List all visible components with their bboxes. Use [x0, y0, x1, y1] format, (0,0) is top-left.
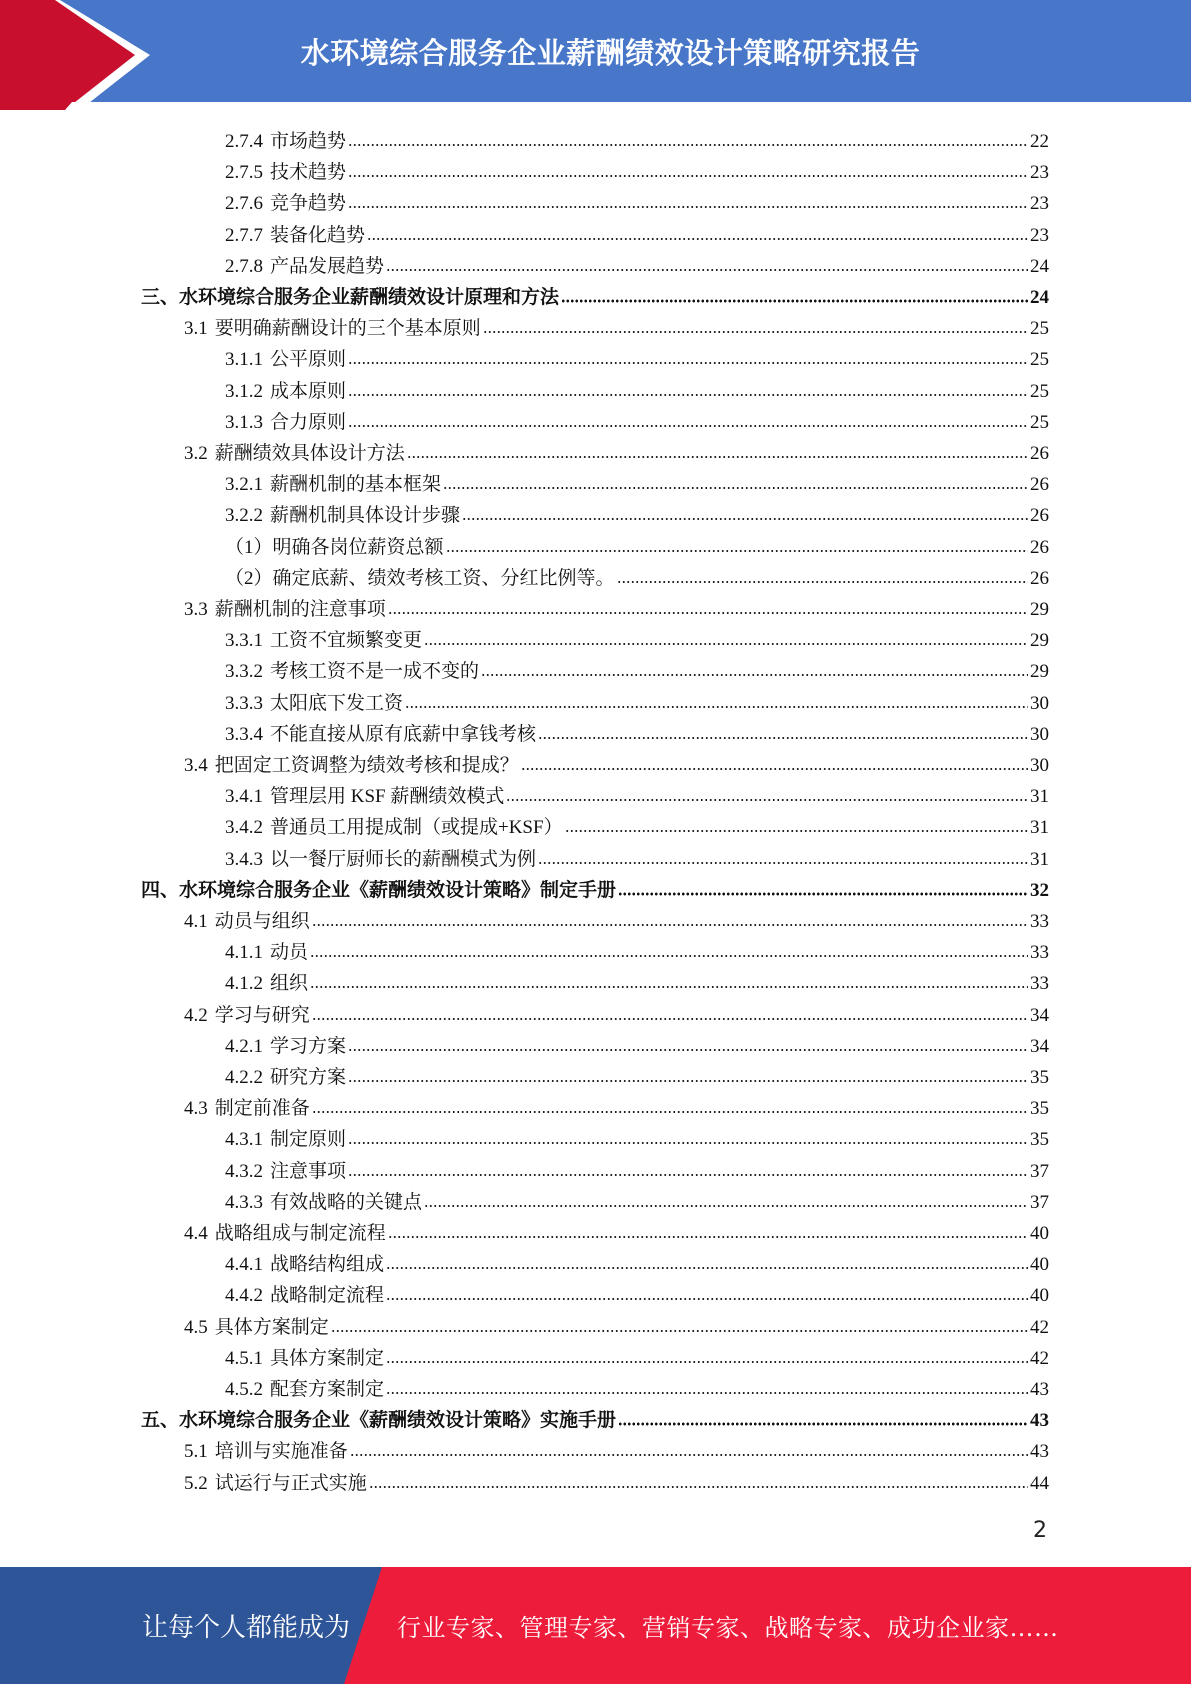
toc-entry-title: [225, 408, 346, 438]
toc-entry-label: 装备化趋势: [270, 224, 366, 246]
toc-entry[interactable]: [225, 1344, 1049, 1374]
toc-dot-leader: [386, 1390, 1028, 1396]
toc-entry-title: [225, 345, 346, 375]
toc-entry-label: 制定前准备: [214, 1098, 310, 1120]
toc-entry-number: 3.1.2: [225, 380, 263, 402]
toc-dot-leader: [462, 516, 1028, 522]
toc-entry-page: 26: [1030, 567, 1049, 589]
toc-dot-leader: [348, 173, 1028, 179]
toc-entry-page: 24: [1030, 255, 1049, 277]
toc-entry-number: 4.5.2: [225, 1379, 263, 1400]
toc-entry-number: 4.2: [184, 1004, 208, 1026]
toc-entry-label: 成本原则: [270, 380, 347, 402]
toc-entry-title: [225, 1157, 346, 1187]
toc-entry-page: 43: [1030, 1379, 1049, 1400]
toc-entry-label: 培训与实施准备: [214, 1441, 348, 1463]
toc-entry[interactable]: [225, 1188, 1049, 1218]
page-footer: [0, 1567, 1191, 1684]
toc-entry-number: 3.1: [184, 318, 208, 340]
toc-entry[interactable]: [184, 1313, 1049, 1343]
toc-dot-leader: [386, 267, 1028, 273]
toc-dot-leader: [386, 1359, 1028, 1365]
toc-entry-title: [184, 314, 481, 344]
toc-entry[interactable]: [225, 845, 1049, 875]
toc-entry[interactable]: [225, 657, 1049, 687]
toc-entry[interactable]: [184, 1437, 1049, 1467]
toc-dot-leader: [312, 1016, 1028, 1022]
toc-dot-leader: [348, 392, 1028, 398]
toc-entry-page: 29: [1030, 661, 1049, 683]
toc-entry-number: 4.3: [184, 1098, 208, 1120]
toc-dot-leader: [618, 1421, 1028, 1427]
toc-dot-leader: [348, 142, 1028, 148]
toc-dot-leader: [424, 1203, 1028, 1209]
toc-entry[interactable]: [225, 408, 1049, 438]
toc-dot-leader: [348, 1140, 1028, 1146]
toc-dot-leader: [617, 579, 1028, 585]
toc-entry-number: 3.2.2: [225, 505, 263, 527]
toc-entry-number: 5.1: [184, 1441, 208, 1463]
toc-entry-label: 普通员工用提成制（或提成+KSF）: [270, 817, 563, 839]
toc-entry-label: 注意事项: [270, 1160, 347, 1182]
toc-entry-label: 试运行与正式实施: [214, 1472, 367, 1494]
toc-entry-number: 2.7.7: [225, 224, 263, 246]
toc-entry-page: 33: [1030, 942, 1049, 964]
toc-entry[interactable]: [225, 689, 1049, 719]
toc-entry-number: 2.7.4: [225, 131, 263, 152]
toc-entry-page: 40: [1030, 1254, 1049, 1276]
toc-entry[interactable]: [184, 314, 1049, 344]
toc-dot-leader: [331, 1328, 1028, 1334]
toc-dot-leader: [565, 828, 1028, 834]
toc-entry-label: 学习方案: [270, 1035, 347, 1057]
toc-entry-title: [225, 938, 308, 968]
toc-dot-leader: [538, 735, 1028, 741]
toc-entry-title: [184, 1313, 329, 1343]
toc-entry-label: 不能直接从原有底薪中拿钱考核: [270, 723, 537, 745]
toc-entry-label: 薪酬机制的注意事项: [214, 599, 386, 620]
toc-entry-title: [184, 751, 519, 781]
toc-entry[interactable]: [225, 345, 1049, 375]
toc-entry-label: 学习与研究: [214, 1004, 310, 1026]
toc-entry-page: 29: [1030, 630, 1049, 652]
toc-dot-leader: [506, 797, 1028, 803]
toc-entry-label: 具体方案制定: [270, 1347, 385, 1369]
toc-entry-title: [141, 1406, 616, 1436]
toc-entry-page: 24: [1030, 287, 1049, 308]
toc-entry[interactable]: [225, 720, 1049, 750]
toc-entry-number: 4.5: [184, 1316, 208, 1338]
toc-entry-label: 制定原则: [270, 1129, 347, 1151]
toc-entry-page: 26: [1030, 474, 1049, 496]
toc-entry-number: 3.4.1: [225, 786, 263, 808]
toc-entry[interactable]: [225, 782, 1049, 812]
toc-entry-title: [184, 1437, 348, 1467]
toc-dot-leader: [521, 766, 1028, 772]
toc-entry-number: 5.2: [184, 1472, 208, 1494]
toc-entry-label: （1）明确各岗位薪资总额: [225, 536, 444, 558]
toc-entry-title: [184, 1094, 310, 1124]
toc-entry-label: 薪酬机制具体设计步骤: [270, 505, 461, 527]
toc-entry-number: 3.2: [184, 443, 208, 464]
toc-entry-title: [184, 907, 310, 937]
toc-entry[interactable]: [225, 938, 1049, 968]
toc-entry-label: 研究方案: [270, 1067, 347, 1088]
toc-entry-title: [225, 813, 563, 843]
toc-entry-title: [225, 1188, 422, 1218]
toc-entry-label: 薪酬绩效具体设计方法: [214, 443, 405, 464]
toc-entry[interactable]: [225, 813, 1049, 843]
toc-entry-label: 四、水环境综合服务企业《薪酬绩效设计策略》制定手册: [141, 879, 617, 901]
toc-entry[interactable]: [225, 1032, 1049, 1062]
toc-entry[interactable]: [225, 1157, 1049, 1187]
toc-entry-page: 37: [1030, 1191, 1049, 1213]
toc-entry-page: 31: [1030, 786, 1049, 808]
toc-entry-label: （2）确定底薪、绩效考核工资、分红比例等。: [225, 567, 615, 589]
toc-entry[interactable]: [184, 1094, 1049, 1124]
toc-entry-title: [225, 689, 403, 719]
toc-entry-page: 33: [1030, 973, 1049, 995]
toc-entry-page: 26: [1030, 443, 1049, 464]
toc-entry[interactable]: [184, 439, 1049, 469]
toc-entry-number: 4.3.2: [225, 1160, 263, 1182]
toc-entry[interactable]: [184, 907, 1049, 937]
toc-entry-number: 3.3.4: [225, 723, 263, 745]
toc-entry-label: 战略组成与制定流程: [214, 1223, 386, 1244]
toc-entry-page: 34: [1030, 1004, 1049, 1026]
toc-entry[interactable]: [225, 158, 1049, 188]
toc-entry[interactable]: [141, 283, 1049, 313]
toc-entry-label: 把固定工资调整为绩效考核和提成？: [214, 755, 519, 776]
toc-entry-page: 25: [1030, 349, 1049, 371]
toc-entry[interactable]: [184, 751, 1049, 781]
toc-entry-label: 战略制定流程: [270, 1285, 385, 1307]
toc-entry[interactable]: [225, 501, 1049, 531]
toc-entry-number: 4.2.1: [225, 1035, 263, 1057]
toc-dot-leader: [310, 953, 1028, 959]
toc-entry-label: 产品发展趋势: [270, 255, 385, 277]
toc-entry-page: 23: [1030, 193, 1049, 215]
toc-dot-leader: [367, 236, 1028, 242]
toc-entry[interactable]: [225, 470, 1049, 500]
toc-dot-leader: [350, 1452, 1028, 1458]
toc-entry-label: 合力原则: [270, 411, 347, 433]
toc-entry[interactable]: [141, 876, 1049, 906]
toc-entry-title: [225, 1063, 346, 1093]
toc-entry-number: 4.5.1: [225, 1347, 263, 1369]
toc-entry-title: [225, 720, 536, 750]
toc-dot-leader: [312, 922, 1028, 928]
toc-entry-title: [225, 533, 444, 563]
toc-entry-number: 4.4.2: [225, 1285, 263, 1307]
toc-dot-leader: [483, 329, 1028, 335]
toc-entry-number: 2.7.8: [225, 255, 263, 277]
toc-entry-page: 25: [1030, 380, 1049, 402]
toc-entry-page: 26: [1030, 536, 1049, 558]
toc-entry-label: 薪酬机制的基本框架: [270, 474, 442, 496]
toc-entry-label: 市场趋势: [270, 131, 347, 152]
toc-dot-leader: [424, 641, 1028, 647]
toc-entry-number: 3.3.3: [225, 692, 263, 714]
toc-entry-number: 4.1.1: [225, 942, 263, 964]
toc-entry[interactable]: [225, 533, 1049, 563]
toc-entry-label: 组织: [270, 973, 309, 995]
toc-entry-number: 2.7.5: [225, 162, 263, 184]
toc-entry-label: 管理层用 KSF 薪酬绩效模式: [270, 786, 505, 808]
toc-entry-title: [225, 845, 536, 875]
toc-entry-title: [225, 564, 615, 594]
toc-dot-leader: [443, 485, 1028, 491]
toc-entry-page: 35: [1030, 1129, 1049, 1151]
toc-entry-page: 37: [1030, 1160, 1049, 1182]
toc-entry-page: 23: [1030, 162, 1049, 184]
toc-entry[interactable]: [225, 1250, 1049, 1280]
toc-entry-number: 3.3.1: [225, 630, 263, 652]
toc-entry[interactable]: [225, 127, 1049, 157]
toc-dot-leader: [538, 860, 1028, 866]
toc-entry-title: [225, 782, 504, 812]
toc-entry-page: 25: [1030, 318, 1049, 340]
toc-dot-leader: [618, 891, 1028, 897]
toc-dot-leader: [312, 1109, 1028, 1115]
toc-entry-title: [184, 1219, 386, 1249]
toc-entry[interactable]: [184, 1469, 1049, 1499]
toc-entry-label: 技术趋势: [270, 162, 347, 184]
toc-entry-label: 公平原则: [270, 349, 347, 371]
toc-entry-title: [225, 1281, 384, 1311]
toc-entry[interactable]: [225, 564, 1049, 594]
toc-entry-page: 34: [1030, 1035, 1049, 1057]
toc-entry-page: 43: [1030, 1410, 1049, 1432]
toc-entry[interactable]: [225, 189, 1049, 219]
toc-dot-leader: [481, 672, 1028, 678]
toc-entry-title: [225, 657, 479, 687]
toc-entry-page: 35: [1030, 1098, 1049, 1120]
toc-entry[interactable]: [225, 1125, 1049, 1155]
toc-entry[interactable]: [225, 252, 1049, 282]
toc-entry-page: 25: [1030, 411, 1049, 433]
toc-entry-page: 30: [1030, 723, 1049, 745]
toc-entry-page: 44: [1030, 1472, 1049, 1494]
toc-entry-label: 考核工资不是一成不变的: [270, 661, 480, 683]
toc-entry-title: [184, 1469, 367, 1499]
toc-entry-title: [225, 127, 346, 157]
toc-entry-page: 30: [1030, 692, 1049, 714]
toc-entry-label: 竞争趋势: [270, 193, 347, 215]
toc-entry-title: [141, 283, 559, 313]
toc-dot-leader: [446, 548, 1028, 554]
toc-entry-page: 31: [1030, 848, 1049, 870]
toc-entry-number: 3.2.1: [225, 474, 263, 496]
toc-entry-page: 26: [1030, 505, 1049, 527]
toc-entry[interactable]: [225, 1281, 1049, 1311]
toc-entry-number: 3.1.3: [225, 411, 263, 433]
toc-entry-number: 4.1: [184, 911, 208, 932]
toc-dot-leader: [348, 1047, 1028, 1053]
toc-entry-label: 三、水环境综合服务企业薪酬绩效设计原理和方法: [141, 287, 560, 308]
toc-entry-title: [225, 252, 384, 282]
toc-entry-page: 32: [1030, 879, 1049, 901]
toc-entry-page: 35: [1030, 1067, 1049, 1088]
toc-dot-leader: [388, 1234, 1028, 1240]
toc-dot-leader: [561, 298, 1028, 304]
toc-entry-number: 3.1.1: [225, 349, 263, 371]
toc-entry-page: 42: [1030, 1347, 1049, 1369]
toc-entry[interactable]: [184, 595, 1049, 625]
toc-entry-label: 具体方案制定: [214, 1316, 329, 1338]
toc-entry-page: 42: [1030, 1316, 1049, 1338]
toc-entry-title: [225, 501, 460, 531]
toc-entry-number: 3.4: [184, 755, 208, 776]
toc-entry-label: 有效战略的关键点: [270, 1191, 423, 1213]
toc-entry-number: 4.1.2: [225, 973, 263, 995]
toc-entry-number: 3.3.2: [225, 661, 263, 683]
toc-dot-leader: [348, 360, 1028, 366]
toc-dot-leader: [348, 1078, 1028, 1084]
toc-entry-title: [184, 1001, 310, 1031]
toc-entry[interactable]: [225, 221, 1049, 251]
toc-entry-number: 4.4.1: [225, 1254, 263, 1276]
toc-dot-leader: [348, 423, 1028, 429]
toc-entry-page: 33: [1030, 911, 1049, 932]
toc-entry[interactable]: [184, 1219, 1049, 1249]
toc-dot-leader: [310, 984, 1028, 990]
toc-entry-title: [184, 595, 386, 625]
toc-entry[interactable]: [225, 377, 1049, 407]
toc-entry-title: [225, 1375, 384, 1405]
toc-entry-title: [225, 1250, 384, 1280]
toc-entry-page: 22: [1030, 131, 1049, 152]
footer-slogan-left: 让每个人都能成为: [142, 1613, 351, 1643]
toc-entry-title: [225, 470, 441, 500]
toc-entry-page: 40: [1030, 1223, 1049, 1244]
page-number: 2: [1033, 1518, 1047, 1543]
toc-entry-number: 2.7.6: [225, 193, 263, 215]
toc-entry-title: [225, 969, 308, 999]
toc-entry[interactable]: [225, 969, 1049, 999]
toc-entry-label: 以一餐厅厨师长的薪酬模式为例: [270, 848, 537, 870]
toc-entry-label: 战略结构组成: [270, 1254, 385, 1276]
toc-dot-leader: [407, 454, 1028, 460]
toc-entry-title: [184, 439, 405, 469]
toc-dot-leader: [386, 1265, 1028, 1271]
toc-entry-number: 3.4.2: [225, 817, 263, 839]
toc-entry-number: 3.3: [184, 599, 208, 620]
toc-entry-page: 30: [1030, 755, 1049, 776]
toc-entry[interactable]: [141, 1406, 1049, 1436]
toc-entry-label: 太阳底下发工资: [270, 692, 404, 714]
toc-entry-label: 要明确薪酬设计的三个基本原则: [214, 318, 481, 340]
page-header: [0, 0, 1191, 110]
toc-dot-leader: [405, 704, 1028, 710]
toc-entry-label: 动员: [270, 942, 309, 964]
toc-entry-page: 40: [1030, 1285, 1049, 1307]
toc-entry-number: 4.3.1: [225, 1129, 263, 1151]
toc-entry-number: 4.3.3: [225, 1191, 263, 1213]
toc-entry-number: 4.4: [184, 1223, 208, 1244]
toc-entry-page: 31: [1030, 817, 1049, 839]
toc-entry-title: [225, 1344, 384, 1374]
toc-entry[interactable]: [225, 626, 1049, 656]
toc-entry-label: 工资不宜频繁变更: [270, 630, 423, 652]
toc-entry[interactable]: [225, 1063, 1049, 1093]
toc-entry-title: [141, 876, 616, 906]
toc-dot-leader: [386, 1296, 1028, 1302]
toc-dot-leader: [369, 1484, 1028, 1490]
toc-entry-title: [225, 626, 422, 656]
toc-dot-leader: [388, 610, 1028, 616]
toc-entry-number: 3.4.3: [225, 848, 263, 870]
toc-entry-title: [225, 158, 346, 188]
toc-dot-leader: [348, 204, 1028, 210]
toc-entry-title: [225, 189, 346, 219]
toc-entry-title: [225, 221, 365, 251]
toc-entry-title: [225, 1032, 346, 1062]
toc-dot-leader: [348, 1172, 1028, 1178]
footer-slogan-right: 行业专家、管理专家、营销专家、战略专家、成功企业家……: [397, 1614, 1059, 1642]
toc-entry-label: 配套方案制定: [270, 1379, 385, 1400]
toc-entry-label: 五、水环境综合服务企业《薪酬绩效设计策略》实施手册: [141, 1410, 617, 1432]
toc-entry-title: [225, 377, 346, 407]
toc-entry-label: 动员与组织: [214, 911, 310, 932]
document-title: 水环境综合服务企业薪酬绩效设计策略研究报告: [300, 35, 921, 70]
toc-entry-title: [225, 1125, 346, 1155]
toc-entry[interactable]: [225, 1375, 1049, 1405]
toc-entry-page: 29: [1030, 599, 1049, 620]
toc-entry-page: 43: [1030, 1441, 1049, 1463]
toc-entry[interactable]: [184, 1001, 1049, 1031]
toc-entry-page: 23: [1030, 224, 1049, 246]
toc-entry-number: 4.2.2: [225, 1067, 263, 1088]
